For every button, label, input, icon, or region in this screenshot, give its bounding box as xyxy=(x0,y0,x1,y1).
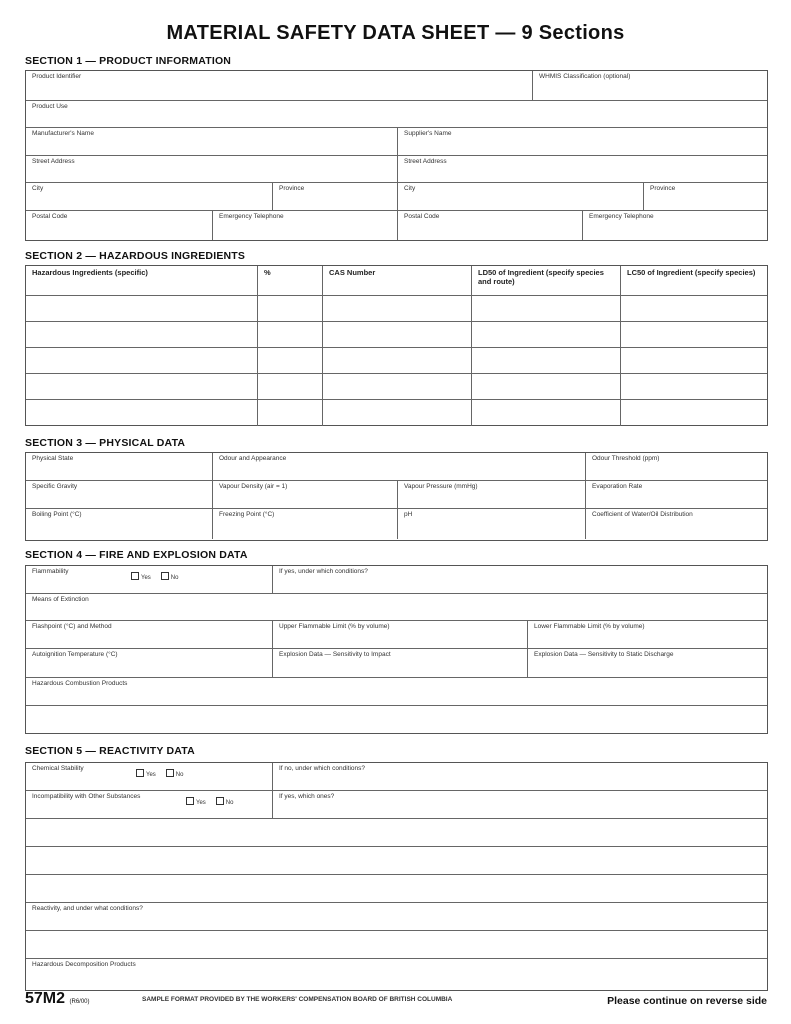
form-row xyxy=(26,566,767,594)
section-2-table xyxy=(25,265,768,426)
field-label: Physical State xyxy=(32,455,74,462)
form-field[interactable] xyxy=(213,453,586,480)
checkbox-yes[interactable] xyxy=(186,797,194,805)
form-row xyxy=(26,211,767,240)
field-label: Manufacturer's Name xyxy=(32,130,94,137)
section-4-heading: SECTION 4 — FIRE AND EXPLOSION DATA xyxy=(25,549,248,561)
field-label: If yes, which ones? xyxy=(279,793,335,800)
checkbox-yes[interactable] xyxy=(136,769,144,777)
yes-no-checkboxes xyxy=(126,769,183,778)
field-label: Flashpoint (°C) and Method xyxy=(32,623,112,630)
field-label: Means of Extinction xyxy=(32,596,89,603)
form-row xyxy=(26,678,767,706)
form-field[interactable] xyxy=(213,509,398,539)
field-label: If yes, under which conditions? xyxy=(279,568,368,575)
form-row xyxy=(26,706,767,733)
form-row xyxy=(26,903,767,931)
form-field[interactable] xyxy=(644,183,766,210)
checkbox-label-yes: Yes xyxy=(141,575,151,581)
form-field[interactable] xyxy=(26,903,766,930)
form-field[interactable] xyxy=(26,71,533,100)
form-field[interactable] xyxy=(472,322,621,347)
yes-no-checkboxes xyxy=(121,572,178,581)
field-label: Lower Flammable Limit (% by volume) xyxy=(534,623,645,630)
form-field[interactable] xyxy=(323,296,472,321)
form-field[interactable] xyxy=(26,128,398,155)
section-5-heading: SECTION 5 — REACTIVITY DATA xyxy=(25,745,195,757)
form-row xyxy=(26,156,767,183)
form-field[interactable] xyxy=(26,649,273,677)
checkbox-label-yes: Yes xyxy=(146,772,156,778)
form-field[interactable] xyxy=(26,763,273,790)
form-field[interactable] xyxy=(26,211,213,240)
form-field[interactable] xyxy=(26,959,766,989)
form-field[interactable] xyxy=(26,706,766,733)
form-field[interactable] xyxy=(621,348,766,373)
form-field[interactable] xyxy=(273,791,766,818)
form-field[interactable] xyxy=(26,400,258,426)
form-field[interactable] xyxy=(472,374,621,399)
form-code: 57M2 (R6/00) xyxy=(25,990,90,1007)
checkbox-no[interactable] xyxy=(216,797,224,805)
field-label: Freezing Point (°C) xyxy=(219,511,275,518)
form-row xyxy=(26,875,767,903)
field-label: Odour and Appearance xyxy=(219,455,287,462)
field-label: Chemical Stability xyxy=(32,765,84,772)
form-row xyxy=(26,128,767,156)
section-1-heading: SECTION 1 — PRODUCT INFORMATION xyxy=(25,55,232,67)
form-field[interactable] xyxy=(26,791,273,818)
form-field[interactable] xyxy=(398,509,586,539)
field-label: % xyxy=(264,268,271,277)
form-row xyxy=(26,509,767,539)
form-field[interactable] xyxy=(273,621,528,648)
form-field[interactable] xyxy=(621,400,766,426)
form-field[interactable] xyxy=(472,296,621,321)
form-field[interactable] xyxy=(398,183,644,210)
form-field[interactable] xyxy=(26,678,766,705)
form-row xyxy=(26,322,767,348)
form-row xyxy=(26,649,767,678)
form-field[interactable] xyxy=(273,183,398,210)
field-label: WHMIS Classification (optional) xyxy=(539,73,631,80)
form-row xyxy=(26,453,767,481)
form-field[interactable] xyxy=(26,453,213,480)
form-field[interactable] xyxy=(533,71,766,100)
form-field[interactable] xyxy=(323,400,472,426)
form-field[interactable] xyxy=(528,649,766,677)
section-4-form xyxy=(25,565,768,734)
field-label: Product Identifier xyxy=(32,73,82,80)
form-field[interactable] xyxy=(26,594,766,620)
form-field[interactable] xyxy=(586,453,766,480)
checkbox-no[interactable] xyxy=(166,769,174,777)
field-label: Province xyxy=(279,185,305,192)
form-field[interactable] xyxy=(258,374,323,399)
form-field[interactable] xyxy=(258,348,323,373)
form-field[interactable] xyxy=(258,400,323,426)
section-2-heading: SECTION 2 — HAZARDOUS INGREDIENTS xyxy=(25,250,246,262)
column-header xyxy=(26,266,258,295)
form-field[interactable] xyxy=(586,509,766,539)
checkbox-label-no: No xyxy=(225,800,234,806)
form-field[interactable] xyxy=(528,621,766,648)
page-title: MATERIAL SAFETY DATA SHEET — 9 Sections xyxy=(166,22,625,44)
form-row xyxy=(26,819,767,847)
field-label: Product Use xyxy=(32,103,68,110)
form-field[interactable] xyxy=(26,322,258,347)
field-label: Incompatibility with Other Substances xyxy=(32,793,141,800)
section-1-form xyxy=(25,70,768,241)
field-label: Emergency Telephone xyxy=(219,213,284,220)
section-3-heading: SECTION 3 — PHYSICAL DATA xyxy=(25,437,186,449)
form-field[interactable] xyxy=(26,819,766,846)
checkbox-no[interactable] xyxy=(161,572,169,580)
form-field[interactable] xyxy=(621,296,766,321)
field-label: pH xyxy=(404,511,413,518)
form-row xyxy=(26,594,767,621)
checkbox-yes[interactable] xyxy=(131,572,139,580)
continue-note: Please continue on reverse side xyxy=(607,995,767,1007)
field-label: Hazardous Decomposition Products xyxy=(32,961,136,968)
form-row xyxy=(26,183,767,211)
form-field[interactable] xyxy=(586,481,766,508)
form-field[interactable] xyxy=(26,374,258,399)
field-label: Coefficient of Water/Oil Distribution xyxy=(592,511,693,518)
checkbox-label-no: No xyxy=(175,772,184,778)
form-field[interactable] xyxy=(621,322,766,347)
form-row xyxy=(26,481,767,509)
form-row xyxy=(26,296,767,322)
field-label: Flammability xyxy=(32,568,69,575)
table-header-row xyxy=(26,266,767,296)
field-label: Autoignition Temperature (°C) xyxy=(32,651,118,658)
section-3-form xyxy=(25,452,768,541)
form-field[interactable] xyxy=(26,566,273,593)
field-label: Upper Flammable Limit (% by volume) xyxy=(279,623,390,630)
form-field[interactable] xyxy=(323,348,472,373)
form-field[interactable] xyxy=(213,481,398,508)
form-row xyxy=(26,348,767,374)
field-label: Vapour Pressure (mmHg) xyxy=(404,483,478,490)
form-row xyxy=(26,621,767,649)
field-label: City xyxy=(404,185,416,192)
form-field[interactable] xyxy=(621,374,766,399)
form-field[interactable] xyxy=(273,566,766,593)
form-row xyxy=(26,931,767,959)
field-label: Street Address xyxy=(404,158,447,165)
form-field[interactable] xyxy=(26,847,766,874)
form-row xyxy=(26,791,767,819)
form-field[interactable] xyxy=(26,481,213,508)
form-field[interactable] xyxy=(398,481,586,508)
field-label: If no, under which conditions? xyxy=(279,765,365,772)
field-label: LC50 of Ingredient (specify species) xyxy=(627,268,756,277)
field-label: Vapour Density (air = 1) xyxy=(219,483,288,490)
form-field[interactable] xyxy=(258,296,323,321)
checkbox-label-no: No xyxy=(170,575,179,581)
form-field[interactable] xyxy=(26,621,273,648)
column-header xyxy=(472,266,621,295)
column-header xyxy=(323,266,472,295)
form-row xyxy=(26,101,767,128)
form-field[interactable] xyxy=(26,101,766,127)
form-field[interactable] xyxy=(26,296,258,321)
form-field[interactable] xyxy=(583,211,766,240)
section-5-form xyxy=(25,762,768,991)
field-label: Supplier's Name xyxy=(404,130,452,137)
form-field[interactable] xyxy=(398,128,766,155)
form-field[interactable] xyxy=(273,649,528,677)
field-label: City xyxy=(32,185,44,192)
form-field[interactable] xyxy=(472,400,621,426)
form-row xyxy=(26,959,767,989)
form-field[interactable] xyxy=(323,322,472,347)
form-field[interactable] xyxy=(213,211,398,240)
field-label: Street Address xyxy=(32,158,75,165)
yes-no-checkboxes xyxy=(176,797,233,806)
form-row xyxy=(26,763,767,791)
field-label: Province xyxy=(650,185,676,192)
form-field[interactable] xyxy=(273,763,766,790)
form-row xyxy=(26,71,767,101)
footer-note: SAMPLE FORMAT PROVIDED BY THE WORKERS' COMPENSATION BOARD OF BRITISH COLUMBIA xyxy=(142,996,453,1003)
field-label: Emergency Telephone xyxy=(589,213,654,220)
form-field[interactable] xyxy=(26,509,213,539)
field-label: LD50 of Ingredient (specify species and route) xyxy=(478,268,604,286)
field-label: Reactivity, and under what conditions? xyxy=(32,905,143,912)
column-header xyxy=(258,266,323,295)
form-field[interactable] xyxy=(398,211,583,240)
form-row xyxy=(26,847,767,875)
field-label: Postal Code xyxy=(32,213,68,220)
form-field[interactable] xyxy=(26,931,766,958)
field-label: Hazardous Combustion Products xyxy=(32,680,128,687)
form-row xyxy=(26,374,767,400)
form-field[interactable] xyxy=(26,156,398,182)
field-label: Explosion Data — Sensitivity to Impact xyxy=(279,651,391,658)
field-label: Hazardous Ingredients (specific) xyxy=(32,268,148,277)
form-field[interactable] xyxy=(26,183,273,210)
field-label: CAS Number xyxy=(329,268,376,277)
form-field[interactable] xyxy=(323,374,472,399)
field-label: Specific Gravity xyxy=(32,483,78,490)
field-label: Postal Code xyxy=(404,213,440,220)
form-row xyxy=(26,400,767,426)
form-field[interactable] xyxy=(26,348,258,373)
field-label: Explosion Data — Sensitivity to Static Discharge xyxy=(534,651,674,658)
form-field[interactable] xyxy=(258,322,323,347)
form-field[interactable] xyxy=(472,348,621,373)
form-field[interactable] xyxy=(26,875,766,902)
checkbox-label-yes: Yes xyxy=(196,800,206,806)
field-label: Odour Threshold (ppm) xyxy=(592,455,660,462)
column-header xyxy=(621,266,766,295)
form-field[interactable] xyxy=(398,156,766,182)
field-label: Evaporation Rate xyxy=(592,483,643,490)
field-label: Boiling Point (°C) xyxy=(32,511,82,518)
